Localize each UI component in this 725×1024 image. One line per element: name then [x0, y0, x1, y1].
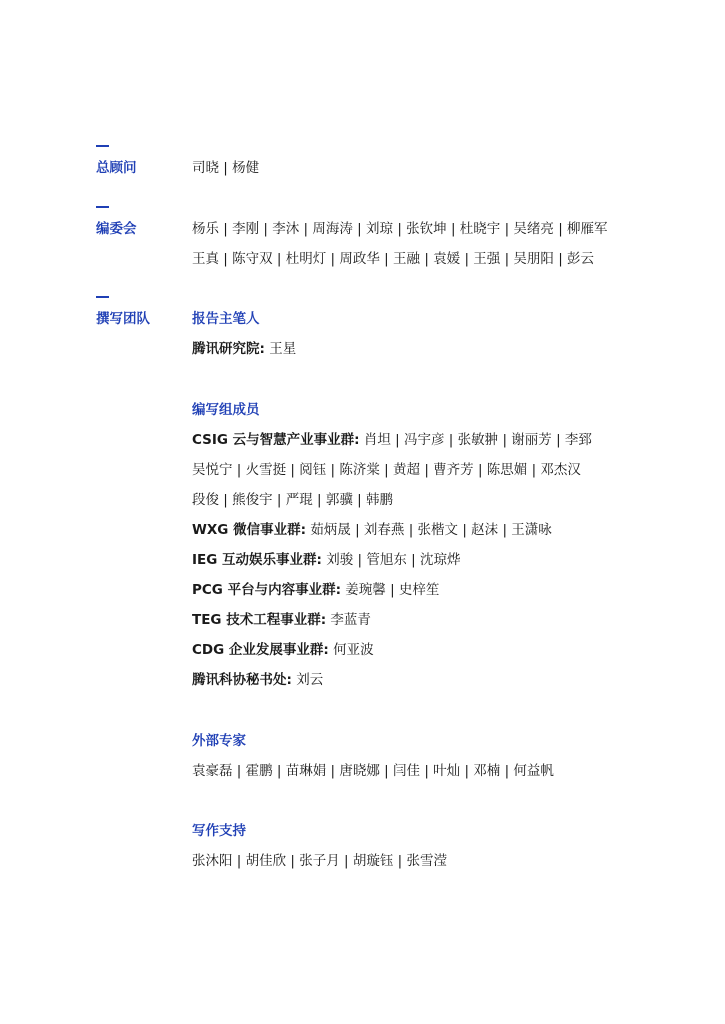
member-row-csig-cont-2: 段俊 | 熊俊宇 | 严琨 | 郭骥 | 韩鹏 [192, 492, 394, 508]
member-names-ieg: 刘骏 | 管旭东 | 沈琼烨 [321, 552, 461, 568]
lead-author-line [192, 337, 296, 357]
member-names-secretariat: 刘云 [291, 672, 324, 688]
section-divider-editorial [96, 206, 109, 208]
support-names: 张沐阳 | 胡佳欣 | 张子月 | 胡璇钰 | 张雪滢 [192, 853, 448, 869]
editorial-names-line-2: 王真 | 陈守双 | 杜明灯 | 周政华 | 王融 | 袁媛 | 王强 | 吴朋阳 | 彭云 [192, 251, 595, 267]
section-label-editorial: 编委会 [96, 221, 137, 237]
member-names-cdg: 何亚波 [328, 642, 374, 658]
section-divider-writing [96, 296, 109, 298]
member-row-ieg [192, 548, 461, 568]
member-row-csig [192, 428, 592, 448]
lead-author-org: 腾讯研究院: [192, 341, 265, 357]
member-row-pcg [192, 578, 439, 598]
member-row-cdg [192, 638, 374, 658]
subsection-title-members: 编写组成员 [192, 402, 260, 418]
experts-names: 袁豪磊 | 霍鹏 | 苗琳娟 | 唐晓娜 | 闫佳 | 叶灿 | 邓楠 | 何益帆 [192, 763, 554, 779]
member-names-teg: 李蓝青 [326, 612, 371, 628]
member-org-secretariat: 腾讯科协秘书处: [192, 672, 292, 688]
subsection-title-experts: 外部专家 [192, 733, 246, 749]
section-label-advisors: 总顾问 [96, 160, 137, 176]
member-org-cdg: CDG 企业发展事业群: [192, 642, 329, 658]
advisors-names: 司晓 | 杨健 [192, 160, 260, 176]
member-row-secretariat [192, 668, 323, 688]
member-row-teg [192, 608, 371, 628]
section-divider-advisors [96, 145, 109, 147]
member-org-wxg: WXG 微信事业群: [192, 522, 306, 538]
member-names-wxg: 茹炳晟 | 刘春燕 | 张楷文 | 赵沫 | 王潇咏 [305, 522, 552, 538]
member-row-csig-cont-1: 吴悦宁 | 火雪挺 | 阅钰 | 陈济棠 | 黄超 | 曹齐芳 | 陈思媚 | 邓杰汉 [192, 462, 581, 478]
editorial-names-line-1: 杨乐 | 李刚 | 李沐 | 周海涛 | 刘琼 | 张钦坤 | 杜晓宇 | 吴绪亮 | 柳雁军 [192, 221, 608, 237]
member-row-wxg [192, 518, 552, 538]
member-org-csig: CSIG 云与智慧产业事业群: [192, 432, 360, 448]
lead-author-names: 王星 [264, 341, 297, 357]
member-org-pcg: PCG 平台与内容事业群: [192, 582, 341, 598]
member-names-pcg: 姜琬馨 | 史梓笙 [340, 582, 440, 598]
section-label-writing: 撰写团队 [96, 311, 150, 327]
subsection-title-support: 写作支持 [192, 823, 246, 839]
subsection-title-lead: 报告主笔人 [192, 311, 260, 327]
member-org-ieg: IEG 互动娱乐事业群: [192, 552, 322, 568]
member-org-teg: TEG 技术工程事业群: [192, 612, 327, 628]
member-names-csig: 肖坦 | 冯宇彦 | 张敏翀 | 谢丽芳 | 李郅 [359, 432, 592, 448]
